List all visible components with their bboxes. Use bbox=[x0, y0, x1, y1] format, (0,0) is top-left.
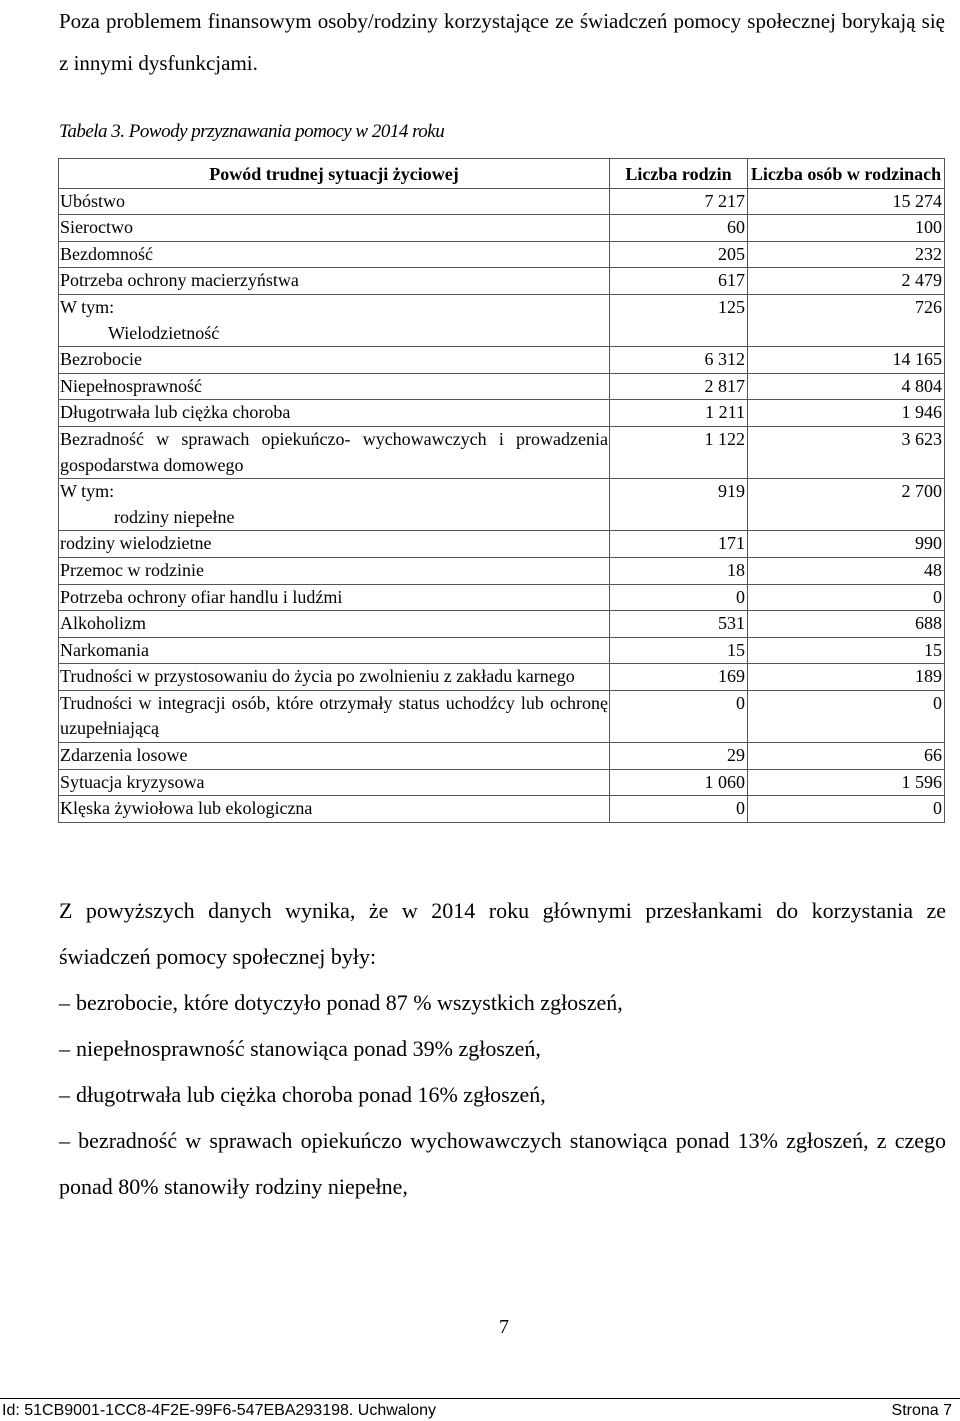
row-persons: 726 bbox=[748, 294, 945, 346]
table-row bbox=[59, 400, 945, 427]
table-row bbox=[59, 188, 945, 215]
row-persons: 100 bbox=[748, 215, 945, 242]
row-families: 531 bbox=[610, 611, 748, 638]
row-label: Alkoholizm bbox=[59, 611, 610, 638]
row-families: 0 bbox=[610, 584, 748, 611]
reasons-table bbox=[58, 158, 945, 823]
table-row bbox=[59, 531, 945, 558]
row-label: Bezradność w sprawach opiekuńczo- wychowawczych i prowadzenia gospodarstwa domowego bbox=[59, 426, 610, 478]
table-row bbox=[59, 769, 945, 796]
row-persons: 0 bbox=[748, 690, 945, 742]
row-persons: 15 274 bbox=[748, 188, 945, 215]
summary-bullet bbox=[59, 1026, 946, 1072]
row-label: Klęska żywiołowa lub ekologiczna bbox=[59, 796, 610, 823]
summary-bullet bbox=[59, 1118, 946, 1210]
row-families: 617 bbox=[610, 268, 748, 295]
table-row bbox=[59, 796, 945, 823]
row-label: Długotrwała lub ciężka choroba bbox=[59, 400, 610, 427]
dash-marker: – bbox=[59, 1128, 70, 1153]
row-persons: 66 bbox=[748, 743, 945, 770]
row-families: 919 bbox=[610, 479, 748, 531]
header-families: Liczba rodzin bbox=[610, 159, 748, 189]
row-label: Bezrobocie bbox=[59, 347, 610, 374]
row-persons: 1 946 bbox=[748, 400, 945, 427]
row-label-group bbox=[59, 294, 610, 346]
table-header-row bbox=[59, 159, 945, 189]
row-persons: 14 165 bbox=[748, 347, 945, 374]
row-persons: 189 bbox=[748, 664, 945, 691]
table-row bbox=[59, 743, 945, 770]
row-families: 6 312 bbox=[610, 347, 748, 374]
row-label: Potrzeba ochrony ofiar handlu i ludźmi bbox=[59, 584, 610, 611]
row-persons: 232 bbox=[748, 241, 945, 268]
summary-lead: Z powyższych danych wynika, że w 2014 roku głównymi przesłankami do korzystania ze świadczeń pomocy społecznej były: bbox=[59, 898, 946, 969]
row-families: 7 217 bbox=[610, 188, 748, 215]
row-label: W tym: bbox=[60, 481, 115, 502]
row-persons: 0 bbox=[748, 584, 945, 611]
row-label: Trudności w przystosowaniu do życia po zwolnieniu z zakładu karnego bbox=[59, 664, 610, 691]
table-row bbox=[59, 241, 945, 268]
row-label: rodziny wielodzietne bbox=[59, 531, 610, 558]
row-label-group bbox=[59, 479, 610, 531]
row-persons: 4 804 bbox=[748, 373, 945, 400]
row-families: 60 bbox=[610, 215, 748, 242]
table-row bbox=[59, 373, 945, 400]
table-row bbox=[59, 584, 945, 611]
row-label: Potrzeba ochrony macierzyństwa bbox=[59, 268, 610, 295]
table-row bbox=[59, 426, 945, 478]
row-label: Bezdomność bbox=[59, 241, 610, 268]
row-label: Sieroctwo bbox=[59, 215, 610, 242]
table-row bbox=[59, 690, 945, 742]
footer-page-label: Strona 7 bbox=[891, 1402, 952, 1419]
row-families: 169 bbox=[610, 664, 748, 691]
header-persons: Liczba osób w rodzinach bbox=[748, 159, 945, 189]
page-number: 7 bbox=[499, 1316, 509, 1338]
row-families: 29 bbox=[610, 743, 748, 770]
row-families: 2 817 bbox=[610, 373, 748, 400]
row-families: 0 bbox=[610, 796, 748, 823]
table-row bbox=[59, 557, 945, 584]
table-row bbox=[59, 611, 945, 638]
row-label: Ubóstwo bbox=[59, 188, 610, 215]
table-row bbox=[59, 215, 945, 242]
dash-marker: – bbox=[59, 1036, 70, 1061]
table-row bbox=[59, 347, 945, 374]
row-families: 171 bbox=[610, 531, 748, 558]
table-row bbox=[59, 479, 945, 531]
intro-paragraph: Poza problemem finansowym osoby/rodziny korzystające ze świadczeń pomocy społecznej borykają się z innymi dysfunkcjami. bbox=[59, 9, 945, 75]
row-families: 18 bbox=[610, 557, 748, 584]
row-families: 1 211 bbox=[610, 400, 748, 427]
footer-document-id: Id: 51CB9001-1CC8-4F2E-99F6-547EBA293198. Uchwalony bbox=[2, 1402, 437, 1419]
summary-bullet-text: długotrwała lub ciężka choroba ponad 16% zgłoszeń, bbox=[76, 1082, 546, 1107]
row-families: 125 bbox=[610, 294, 748, 346]
row-label: W tym: bbox=[60, 296, 115, 317]
summary-bullet-text: bezrobocie, które dotyczyło ponad 87 % wszystkich zgłoszeń, bbox=[76, 990, 623, 1015]
summary-bullet bbox=[59, 1072, 946, 1118]
summary-bullet-text: bezradność w sprawach opiekuńczo wychowawczych stanowiąca ponad 13% zgłoszeń, z czego ponad 80% stanowiły rodziny niepełne, bbox=[59, 1128, 946, 1199]
footer-divider bbox=[0, 1398, 960, 1399]
summary-section bbox=[59, 888, 946, 1210]
row-label: Trudności w integracji osób, które otrzymały status uchodźcy lub ochronę uzupełniającą bbox=[59, 690, 610, 742]
table-row bbox=[59, 637, 945, 664]
row-persons: 990 bbox=[748, 531, 945, 558]
row-sublabel: Wielodzietność bbox=[108, 322, 220, 343]
table-row bbox=[59, 268, 945, 295]
row-label: Zdarzenia losowe bbox=[59, 743, 610, 770]
row-label: Narkomania bbox=[59, 637, 610, 664]
row-families: 205 bbox=[610, 241, 748, 268]
summary-bullet-text: niepełnosprawność stanowiąca ponad 39% zgłoszeń, bbox=[76, 1036, 541, 1061]
row-families: 1 122 bbox=[610, 426, 748, 478]
header-reason: Powód trudnej sytuacji życiowej bbox=[59, 159, 610, 189]
row-persons: 1 596 bbox=[748, 769, 945, 796]
table-caption: Tabela 3. Powody przyznawania pomocy w 2014 roku bbox=[59, 121, 445, 142]
row-persons: 2 700 bbox=[748, 479, 945, 531]
dash-marker: – bbox=[59, 1082, 70, 1107]
row-label: Sytuacja kryzysowa bbox=[59, 769, 610, 796]
row-families: 15 bbox=[610, 637, 748, 664]
row-persons: 0 bbox=[748, 796, 945, 823]
row-families: 1 060 bbox=[610, 769, 748, 796]
table-row bbox=[59, 294, 945, 346]
row-persons: 688 bbox=[748, 611, 945, 638]
dash-marker: – bbox=[59, 990, 70, 1015]
row-persons: 15 bbox=[748, 637, 945, 664]
row-label: Przemoc w rodzinie bbox=[59, 557, 610, 584]
summary-bullet bbox=[59, 980, 946, 1026]
row-sublabel: rodziny niepełne bbox=[114, 506, 235, 527]
row-persons: 3 623 bbox=[748, 426, 945, 478]
row-persons: 48 bbox=[748, 557, 945, 584]
row-persons: 2 479 bbox=[748, 268, 945, 295]
row-families: 0 bbox=[610, 690, 748, 742]
table-row bbox=[59, 664, 945, 691]
row-label: Niepełnosprawność bbox=[59, 373, 610, 400]
